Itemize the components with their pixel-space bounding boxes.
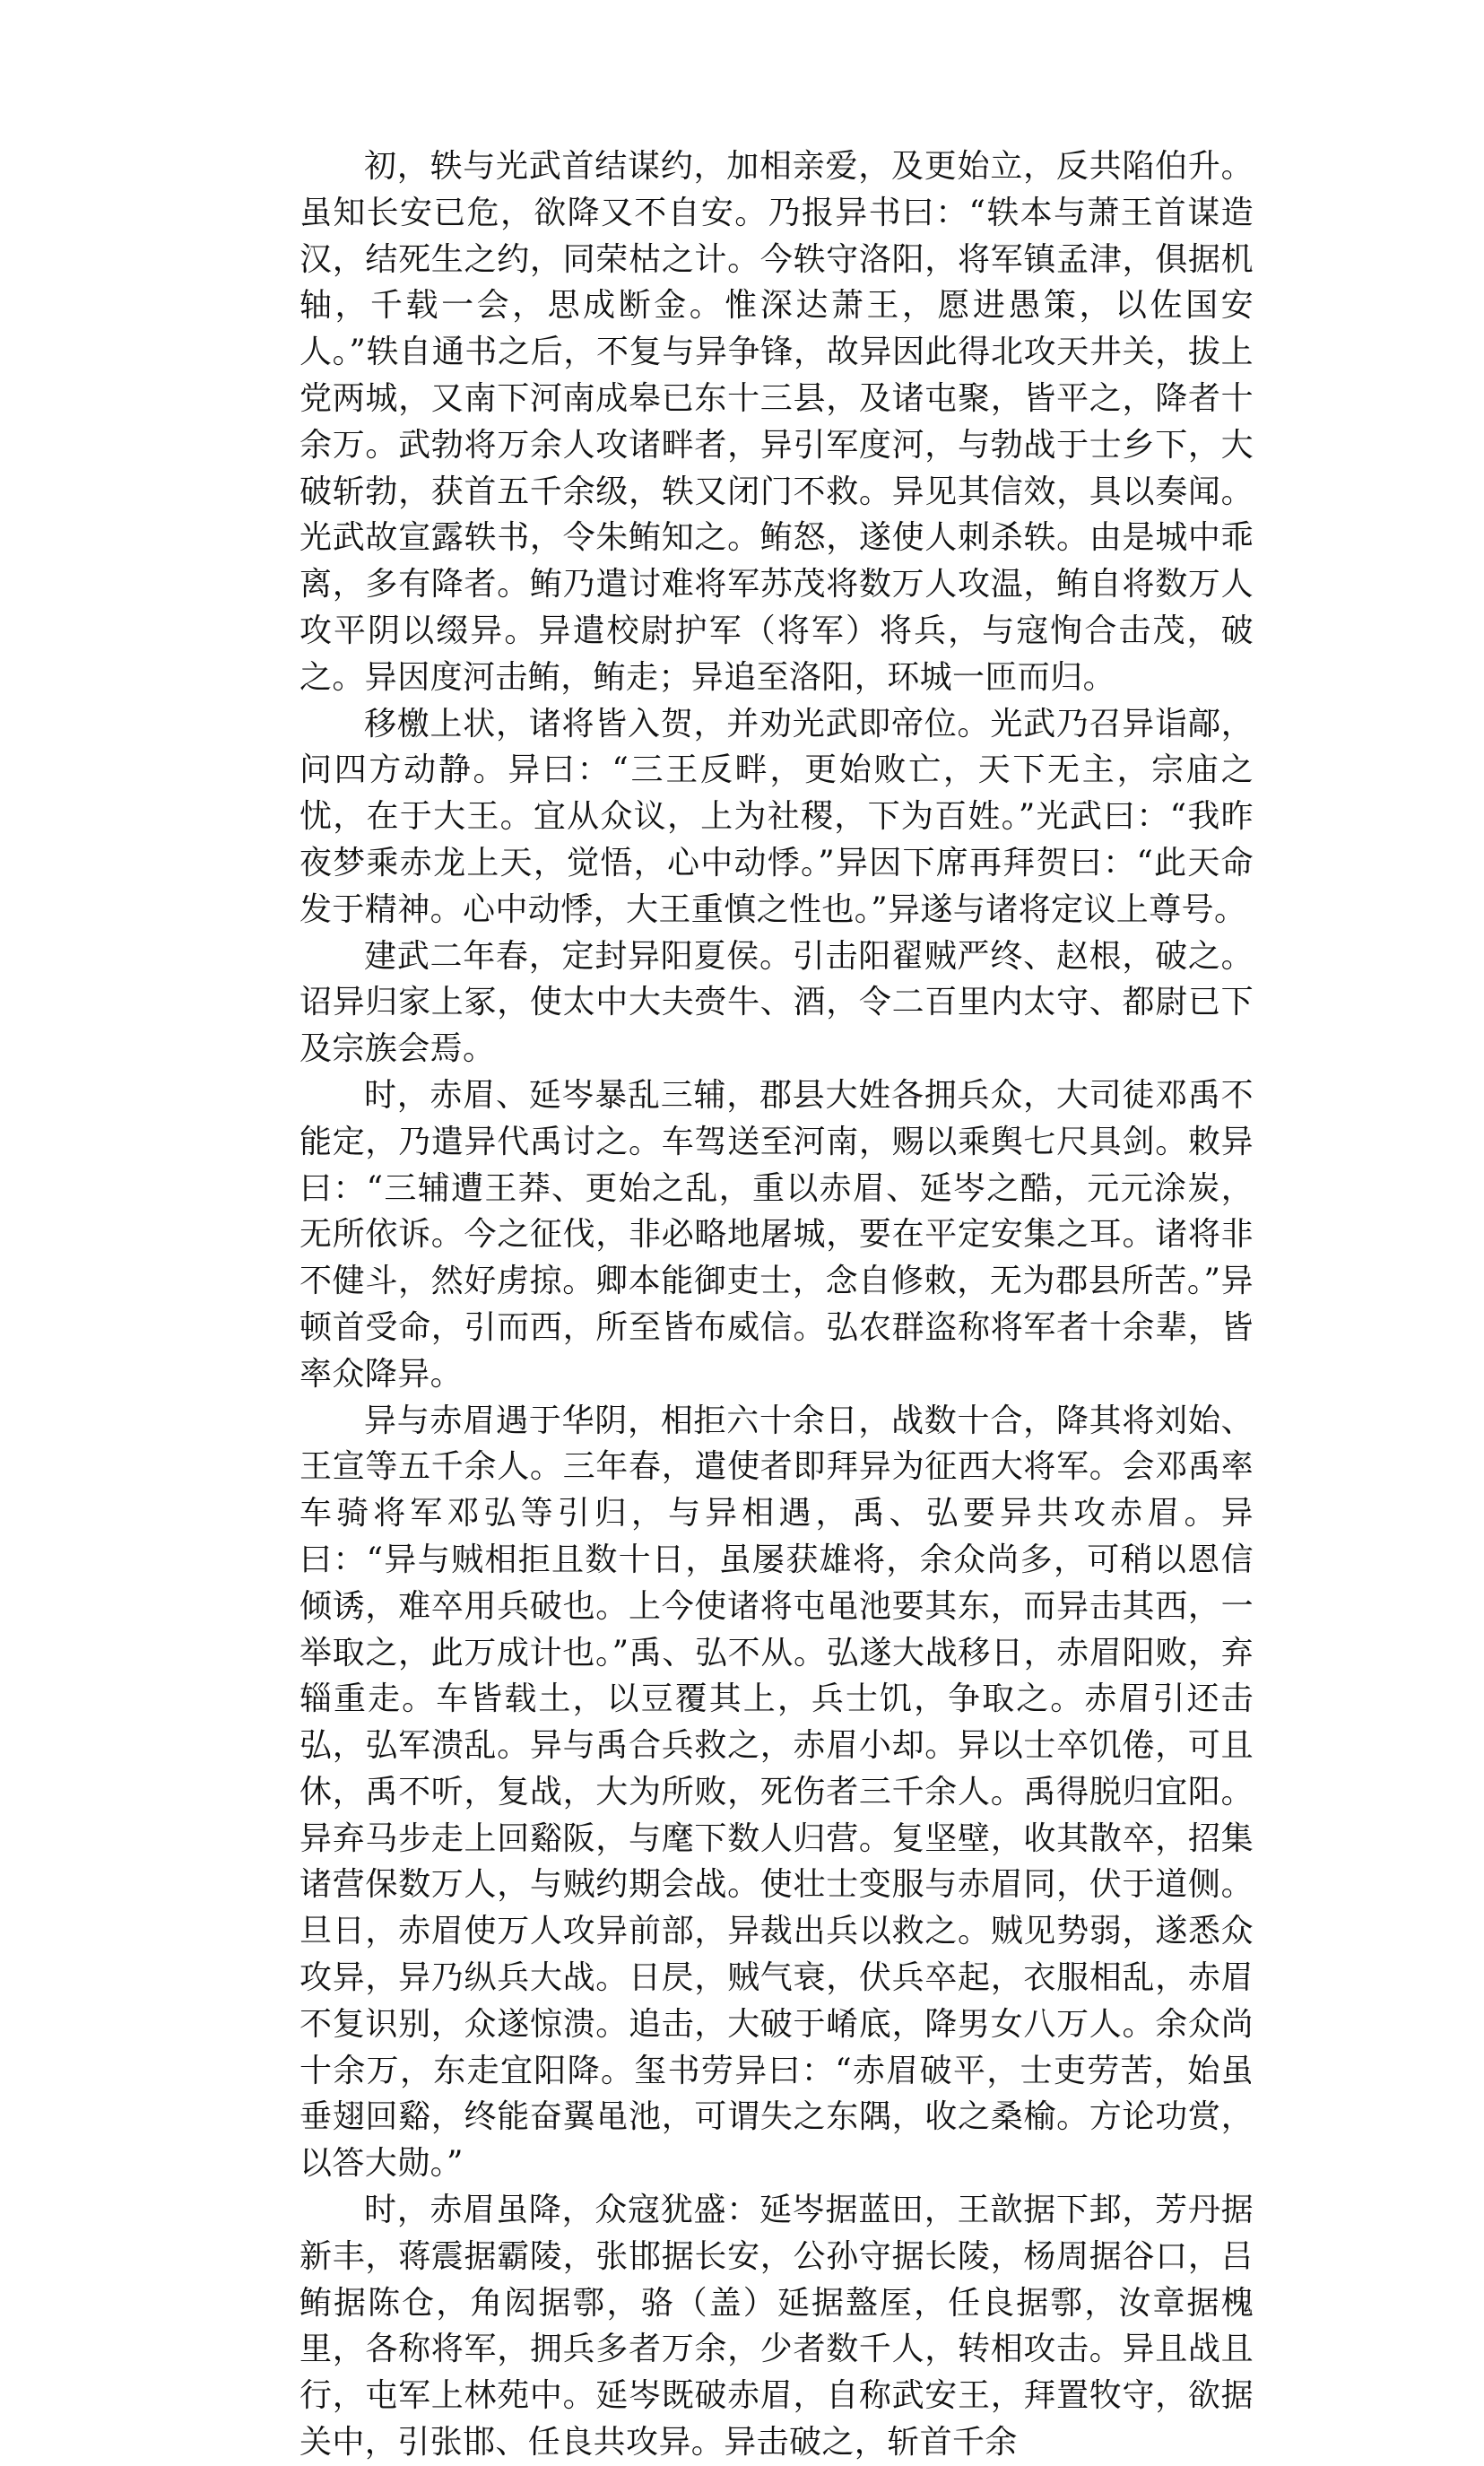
paragraph-3: 建武二年春，定封异阳夏侯。引击阳翟贼严终、赵根，破之。诏异归家上冢，使太中大夫赍牛、酒，令二百里内太守、都尉已下及宗族会焉。 bbox=[299, 937, 1254, 1068]
paragraph-6: 时，赤眉虽降，众寇犹盛：延岑据蓝田，王歆据下邽，芳丹据新丰，蒋震据霸陵，张邯据长安，公孙守据长陵，杨周据谷口，吕鲔据陈仓，角闳据鄠，骆（盖）延据盩厔，任良据鄠，汝章据槐里，各称将军，拥兵多者万余，少者数千人，转相攻击。异且战且行，屯军上林苑中。延岑既破赤眉，自称武安王，拜置牧守，欲据关中，引张邯、任良共攻异。异击破之，斩首千余 bbox=[299, 2192, 1254, 2462]
paragraph-1: 初，轶与光武首结谋约，加相亲爱，及更始立，反共陷伯升。虽知长安已危，欲降又不自安。乃报异书曰：“轶本与萧王首谋造汉，结死生之约，同荣枯之计。今轶守洛阳，将军镇孟津，俱据机轴，千载一会，思成断金。惟深达萧王，愿进愚策，以佐国安人。”轶自通书之后，不复与异争锋，故异因此得北攻天井关，拔上党两城，又南下河南成皋已东十三县，及诸屯聚，皆平之，降者十余万。武勃将万余人攻诸畔者，异引军度河，与勃战于士乡下，大破斩勃，获首五千余级，轶又闭门不救。异见其信效，具以奏闻。光武故宣露轶书，令朱鲔知之。鲔怒，遂使人刺杀轶。由是城中乖离，多有降者。鲔乃遣讨难将军苏茂将数万人攻温，鲔自将数万人攻平阴以缀异。异遣校尉护军（将军）将兵，与寇恂合击茂，破之。异因度河击鲔，鲔走；异追至洛阳，环城一匝而归。 bbox=[299, 148, 1254, 696]
document-body bbox=[299, 143, 1254, 2466]
paragraph-5: 异与赤眉遇于华阴，相拒六十余日，战数十合，降其将刘始、王宣等五千余人。三年春，遣使者即拜异为征西大将军。会邓禹率车骑将军邓弘等引归，与异相遇，禹、弘要异共攻赤眉。异曰：“异与贼相拒且数十日，虽屡获雄将，余众尚多，可稍以恩信倾诱，难卒用兵破也。上今使诸将屯黾池要其东，而异击其西，一举取之，此万成计也。”禹、弘不从。弘遂大战移日，赤眉阳败，弃辎重走。车皆载土，以豆覆其上，兵士饥，争取之。赤眉引还击弘，弘军溃乱。异与禹合兵救之，赤眉小却。异以士卒饥倦，可且休，禹不听，复战，大为所败，死伤者三千余人。禹得脱归宜阳。异弃马步走上回谿阪，与麾下数人归营。复坚壁，收其散卒，招集诸营保数万人，与贼约期会战。使壮士变服与赤眉同，伏于道侧。旦日，赤眉使万人攻异前部，异裁出兵以救之。贼见势弱，遂悉众攻异，异乃纵兵大战。日昃，贼气衰，伏兵卒起，衣服相乱，赤眉不复识别，众遂惊溃。追击，大破于崤底，降男女八万人。余众尚十余万，东走宜阳降。玺书劳异曰：“赤眉破平，士吏劳苦，始虽垂翅回谿，终能奋翼黾池，可谓失之东隅，收之桑榆。方论功赏，以答大勋。” bbox=[299, 1402, 1254, 2183]
paragraph-2: 移檄上状，诸将皆入贺，并劝光武即帝位。光武乃召异诣鄗，问四方动静。异曰：“三王反畔，更始败亡，天下无主，宗庙之忧，在于大王。宜从众议，上为社稷，下为百姓。”光武曰：“我昨夜梦乘赤龙上天，觉悟，心中动悸。”异因下席再拜贺曰：“此天命发于精神。心中动悸，大王重慎之性也。”异遂与诸将定议上尊号。 bbox=[299, 705, 1254, 928]
paragraph-4: 时，赤眉、延岑暴乱三辅，郡县大姓各拥兵众，大司徒邓禹不能定，乃遣异代禹讨之。车驾送至河南，赐以乘舆七尺具剑。敕异曰：“三辅遭王莽、更始之乱，重以赤眉、延岑之酷，元元涂炭，无所依诉。今之征伐，非必略地屠城，要在平定安集之耳。诸将非不健斗，然好虏掠。卿本能御吏士，念自修敕，无为郡县所苦。”异顿首受命，引而西，所至皆布威信。弘农群盗称将军者十余辈，皆率众降异。 bbox=[299, 1076, 1254, 1393]
